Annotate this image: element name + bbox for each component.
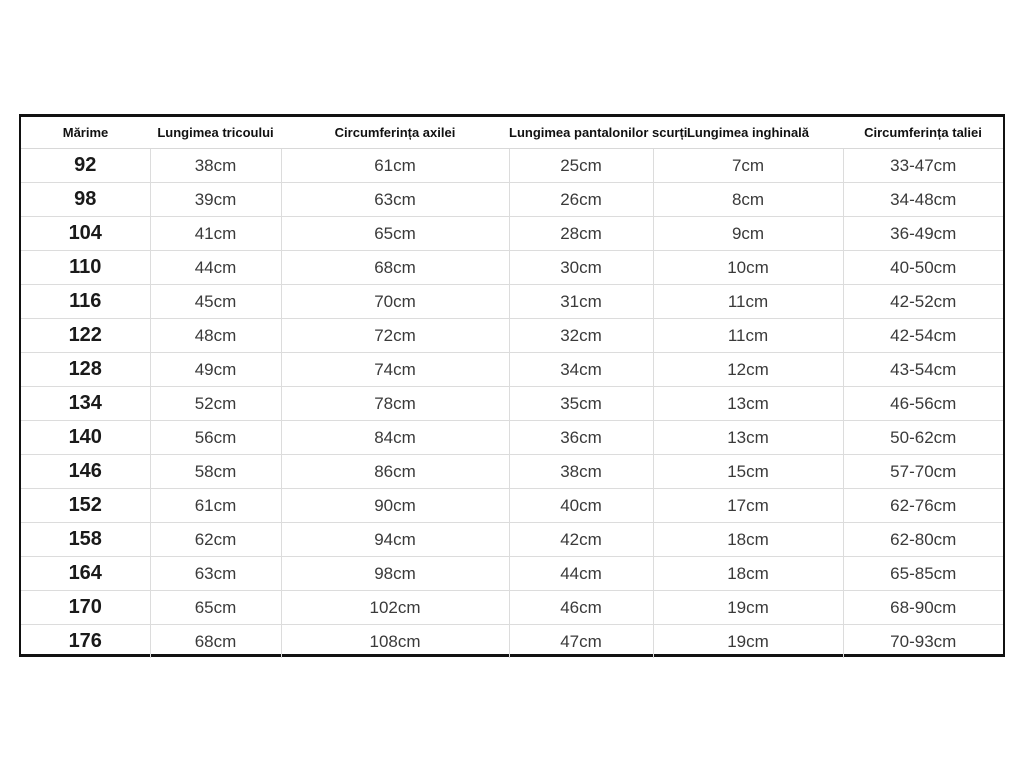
table-row xyxy=(21,319,1003,353)
size-cell: 170 xyxy=(21,591,150,625)
tshirt-length-cell: 45cm xyxy=(150,285,281,319)
tshirt-length-cell: 65cm xyxy=(150,591,281,625)
header-armpit-circumference: Circumferința axilei xyxy=(281,117,509,149)
armpit-circumference-cell: 63cm xyxy=(281,183,509,217)
shorts-length-cell: 25cm xyxy=(509,149,653,183)
inseam-length-cell: 18cm xyxy=(653,557,843,591)
inseam-length-cell: 12cm xyxy=(653,353,843,387)
inseam-length-cell: 18cm xyxy=(653,523,843,557)
table-row xyxy=(21,251,1003,285)
armpit-circumference-cell: 72cm xyxy=(281,319,509,353)
size-cell: 152 xyxy=(21,489,150,523)
shorts-length-cell: 34cm xyxy=(509,353,653,387)
size-table xyxy=(21,117,1003,658)
armpit-circumference-cell: 98cm xyxy=(281,557,509,591)
tshirt-length-cell: 44cm xyxy=(150,251,281,285)
size-cell: 104 xyxy=(21,217,150,251)
waist-circumference-cell: 40-50cm xyxy=(843,251,1003,285)
tshirt-length-cell: 38cm xyxy=(150,149,281,183)
shorts-length-cell: 44cm xyxy=(509,557,653,591)
table-row xyxy=(21,421,1003,455)
waist-circumference-cell: 70-93cm xyxy=(843,625,1003,659)
armpit-circumference-cell: 108cm xyxy=(281,625,509,659)
size-cell: 98 xyxy=(21,183,150,217)
armpit-circumference-cell: 84cm xyxy=(281,421,509,455)
waist-circumference-cell: 36-49cm xyxy=(843,217,1003,251)
table-row xyxy=(21,387,1003,421)
tshirt-length-cell: 68cm xyxy=(150,625,281,659)
size-cell: 164 xyxy=(21,557,150,591)
table-row xyxy=(21,217,1003,251)
header-waist-circumference: Circumferința taliei xyxy=(843,117,1003,149)
table-row xyxy=(21,285,1003,319)
tshirt-length-cell: 39cm xyxy=(150,183,281,217)
armpit-circumference-cell: 78cm xyxy=(281,387,509,421)
size-chart-table xyxy=(19,114,1005,657)
size-cell: 140 xyxy=(21,421,150,455)
inseam-length-cell: 11cm xyxy=(653,285,843,319)
table-row xyxy=(21,557,1003,591)
waist-circumference-cell: 42-52cm xyxy=(843,285,1003,319)
table-header xyxy=(21,117,1003,149)
shorts-length-cell: 36cm xyxy=(509,421,653,455)
armpit-circumference-cell: 65cm xyxy=(281,217,509,251)
inseam-length-cell: 13cm xyxy=(653,387,843,421)
table-row xyxy=(21,149,1003,183)
armpit-circumference-cell: 94cm xyxy=(281,523,509,557)
inseam-length-cell: 11cm xyxy=(653,319,843,353)
inseam-length-cell: 19cm xyxy=(653,625,843,659)
tshirt-length-cell: 49cm xyxy=(150,353,281,387)
size-cell: 134 xyxy=(21,387,150,421)
size-cell: 92 xyxy=(74,154,97,176)
armpit-circumference-cell: 102cm xyxy=(281,591,509,625)
waist-circumference-cell: 46-56cm xyxy=(843,387,1003,421)
inseam-length-cell: 7cm xyxy=(653,149,843,183)
size-cell: 128 xyxy=(21,353,150,387)
armpit-circumference-cell: 68cm xyxy=(281,251,509,285)
waist-circumference-cell: 42-54cm xyxy=(843,319,1003,353)
waist-circumference-cell: 50-62cm xyxy=(843,421,1003,455)
size-cell: 176 xyxy=(21,625,150,659)
inseam-length-cell: 8cm xyxy=(653,183,843,217)
size-cell: 110 xyxy=(21,251,150,285)
shorts-length-cell: 46cm xyxy=(509,591,653,625)
shorts-length-cell: 40cm xyxy=(509,489,653,523)
inseam-length-cell: 15cm xyxy=(653,455,843,489)
tshirt-length-cell: 58cm xyxy=(150,455,281,489)
size-cell: 122 xyxy=(21,319,150,353)
inseam-length-cell: 9cm xyxy=(653,217,843,251)
shorts-length-cell: 28cm xyxy=(509,217,653,251)
inseam-length-cell: 17cm xyxy=(653,489,843,523)
table-body xyxy=(21,149,1003,659)
table-row xyxy=(21,591,1003,625)
table-row xyxy=(21,625,1003,659)
size-cell: 146 xyxy=(21,455,150,489)
inseam-length-cell: 10cm xyxy=(653,251,843,285)
shorts-length-cell: 32cm xyxy=(509,319,653,353)
armpit-circumference-cell: 86cm xyxy=(281,455,509,489)
armpit-circumference-cell: 74cm xyxy=(281,353,509,387)
header-inseam-length: Lungimea inghinală xyxy=(653,117,843,149)
size-cell: 158 xyxy=(21,523,150,557)
waist-circumference-cell: 34-48cm xyxy=(843,183,1003,217)
inseam-length-cell: 13cm xyxy=(653,421,843,455)
waist-circumference-cell: 57-70cm xyxy=(843,455,1003,489)
tshirt-length-cell: 52cm xyxy=(150,387,281,421)
waist-circumference-cell: 68-90cm xyxy=(843,591,1003,625)
shorts-length-cell: 26cm xyxy=(509,183,653,217)
tshirt-length-cell: 62cm xyxy=(150,523,281,557)
shorts-length-cell: 42cm xyxy=(509,523,653,557)
waist-circumference-cell: 65-85cm xyxy=(843,557,1003,591)
shorts-length-cell: 31cm xyxy=(509,285,653,319)
tshirt-length-cell: 56cm xyxy=(150,421,281,455)
tshirt-length-cell: 61cm xyxy=(150,489,281,523)
table-row xyxy=(21,455,1003,489)
table-row xyxy=(21,523,1003,557)
tshirt-length-cell: 41cm xyxy=(150,217,281,251)
armpit-circumference-cell: 90cm xyxy=(281,489,509,523)
armpit-circumference-cell: 70cm xyxy=(281,285,509,319)
armpit-circumference-cell: 61cm xyxy=(281,149,509,183)
waist-circumference-cell: 43-54cm xyxy=(843,353,1003,387)
shorts-length-cell: 35cm xyxy=(509,387,653,421)
inseam-length-cell: 19cm xyxy=(653,591,843,625)
table-row xyxy=(21,353,1003,387)
shorts-length-cell: 30cm xyxy=(509,251,653,285)
shorts-length-cell: 38cm xyxy=(509,455,653,489)
header-tshirt-length: Lungimea tricoului xyxy=(150,117,281,149)
waist-circumference-cell: 62-80cm xyxy=(843,523,1003,557)
header-shorts-length: Lungimea pantalonilor scurți xyxy=(509,117,653,149)
size-cell: 116 xyxy=(21,285,150,319)
tshirt-length-cell: 48cm xyxy=(150,319,281,353)
waist-circumference-cell: 33-47cm xyxy=(843,149,1003,183)
header-row xyxy=(21,117,1003,149)
tshirt-length-cell: 63cm xyxy=(150,557,281,591)
shorts-length-cell: 47cm xyxy=(509,625,653,659)
header-size: Mărime xyxy=(21,117,150,149)
waist-circumference-cell: 62-76cm xyxy=(843,489,1003,523)
table-row xyxy=(21,183,1003,217)
table-row xyxy=(21,489,1003,523)
